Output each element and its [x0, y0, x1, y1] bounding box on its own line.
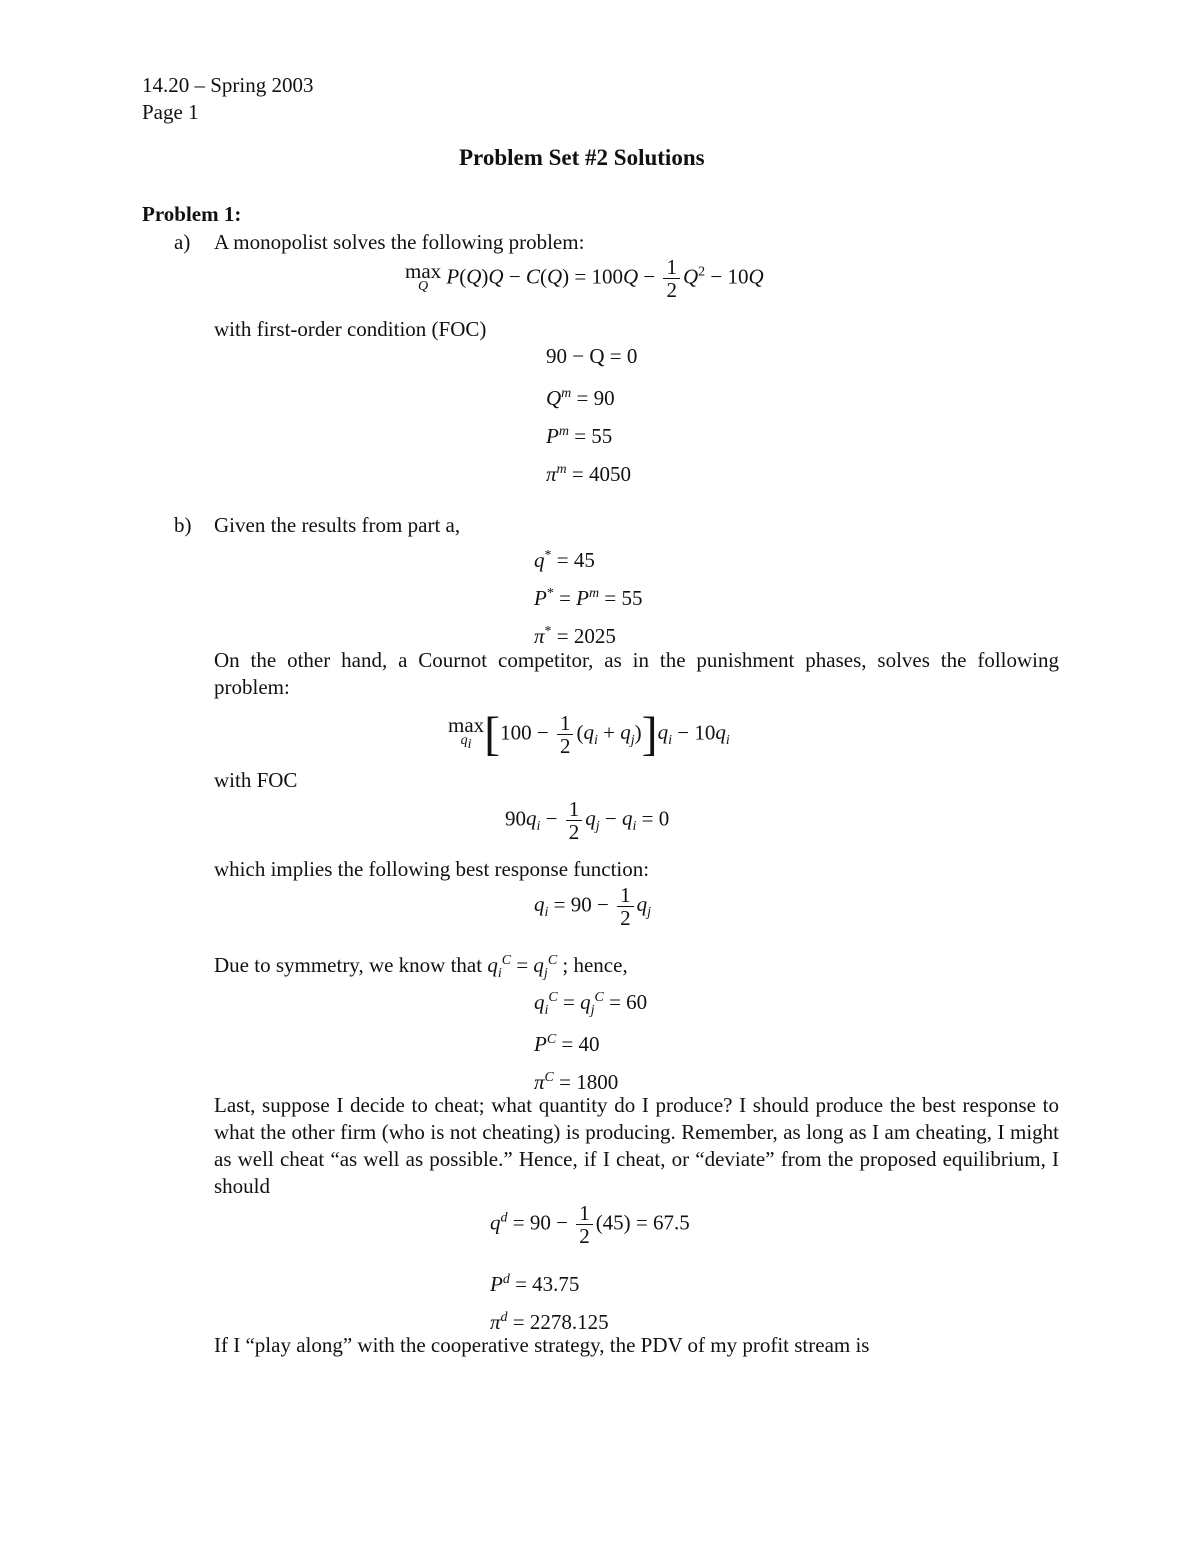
deviation-price-equation: $P^d = 43.75$: [490, 1272, 580, 1296]
part-b-marker: b): [174, 513, 192, 537]
page-number: Page 1: [142, 100, 199, 124]
cheating-paragraph: Last, suppose I decide to cheat; what quantity do I produce? I should produce the best response to what the other firm (who is not cheating) is producing. Remember, as long as I am cheating, I might as well cheat “as well as possible.” Hence, if I cheat, or “deviate” from the proposed equilibrium, I should: [214, 1093, 1059, 1198]
best-response-equation: $q_i = 90$ − $\frac{1}{2}$ $q_j$: [534, 883, 651, 930]
collusive-price-equation: $P^* = P^m = 55$: [534, 586, 643, 610]
problem-heading: Problem 1:: [142, 202, 242, 226]
monopoly-price-equation: $P^m = 55$: [546, 424, 613, 448]
deviation-price-value: = 43.75: [515, 1272, 580, 1296]
part-b-intro: Given the results from part a,: [214, 513, 461, 537]
collusive-profit-value: = 2025: [556, 624, 616, 648]
closing-line: If I “play along” with the cooperative strategy, the PDV of my profit stream is: [214, 1333, 870, 1357]
monopoly-quantity-equation: $Q^m = 90$: [546, 386, 615, 410]
part-a-intro: A monopolist solves the following problem:: [214, 230, 585, 254]
deviation-quantity-equation: $q^d = 90$ − $\frac{1}{2}$ (45) = 67.5: [490, 1201, 690, 1248]
monopoly-price-value: = 55: [574, 424, 613, 448]
cournot-objective-equation: max $q_i$ [100 − $\frac{1}{2}$ $(q_i + q_j)]q_i - 10q_i$: [448, 707, 730, 761]
collusive-quantity-value: = 45: [556, 548, 595, 572]
collusive-price-value: = 55: [604, 586, 643, 610]
cournot-quantity-value: = 60: [609, 990, 648, 1014]
best-response-intro: which implies the following best response function:: [214, 857, 650, 881]
deviation-profit-value: = 2278.125: [512, 1310, 609, 1334]
cournot-foc-intro: with FOC: [214, 768, 298, 792]
cournot-paragraph: On the other hand, a Cournot competitor, as in the punishment phases, solves the following problem:: [214, 648, 1059, 699]
cournot-quantity-equation: $q_i^C = q_j^C = 60$: [534, 990, 648, 1019]
symmetry-text-pre: Due to symmetry, we know that: [214, 953, 483, 977]
course-header: 14.20 – Spring 2003: [142, 73, 314, 97]
deviation-quantity-value: = 67.5: [635, 1210, 690, 1235]
deviation-profit-equation: $\pi^d = 2278.125$: [490, 1310, 609, 1334]
cournot-profit-equation: $\pi^C = 1800$: [534, 1070, 619, 1094]
cournot-price-equation: $P^C = 40$: [534, 1032, 600, 1056]
symmetry-line: Due to symmetry, we know that $q_i^C = q_j^C$ ; hence,: [214, 953, 628, 982]
cournot-profit-value: = 1800: [559, 1070, 619, 1094]
part-a-marker: a): [174, 230, 191, 254]
monopoly-profit-equation: $\pi^m = 4050$: [546, 462, 631, 486]
symmetry-text-post: ; hence,: [562, 953, 628, 977]
cournot-foc-equation: $90q_i$ − $\frac{1}{2}$ $q_j - q_i = 0$: [505, 797, 670, 844]
page-title: Problem Set #2 Solutions: [459, 145, 705, 170]
foc-equation: 90 − Q = 0: [546, 344, 638, 368]
foc-intro: with first-order condition (FOC): [214, 317, 487, 341]
monopoly-profit-value: = 4050: [571, 462, 631, 486]
collusive-profit-equation: π* = 2025: [534, 624, 616, 648]
monopoly-quantity-value: = 90: [576, 386, 615, 410]
collusive-quantity-equation: q* = 45: [534, 548, 595, 572]
cournot-price-value: = 40: [561, 1032, 600, 1056]
monopoly-objective-equation: max Q P(Q)Q − C(Q) = 100Q − $\frac{1}{2}$ $Q^2 - 10Q$: [405, 255, 764, 302]
